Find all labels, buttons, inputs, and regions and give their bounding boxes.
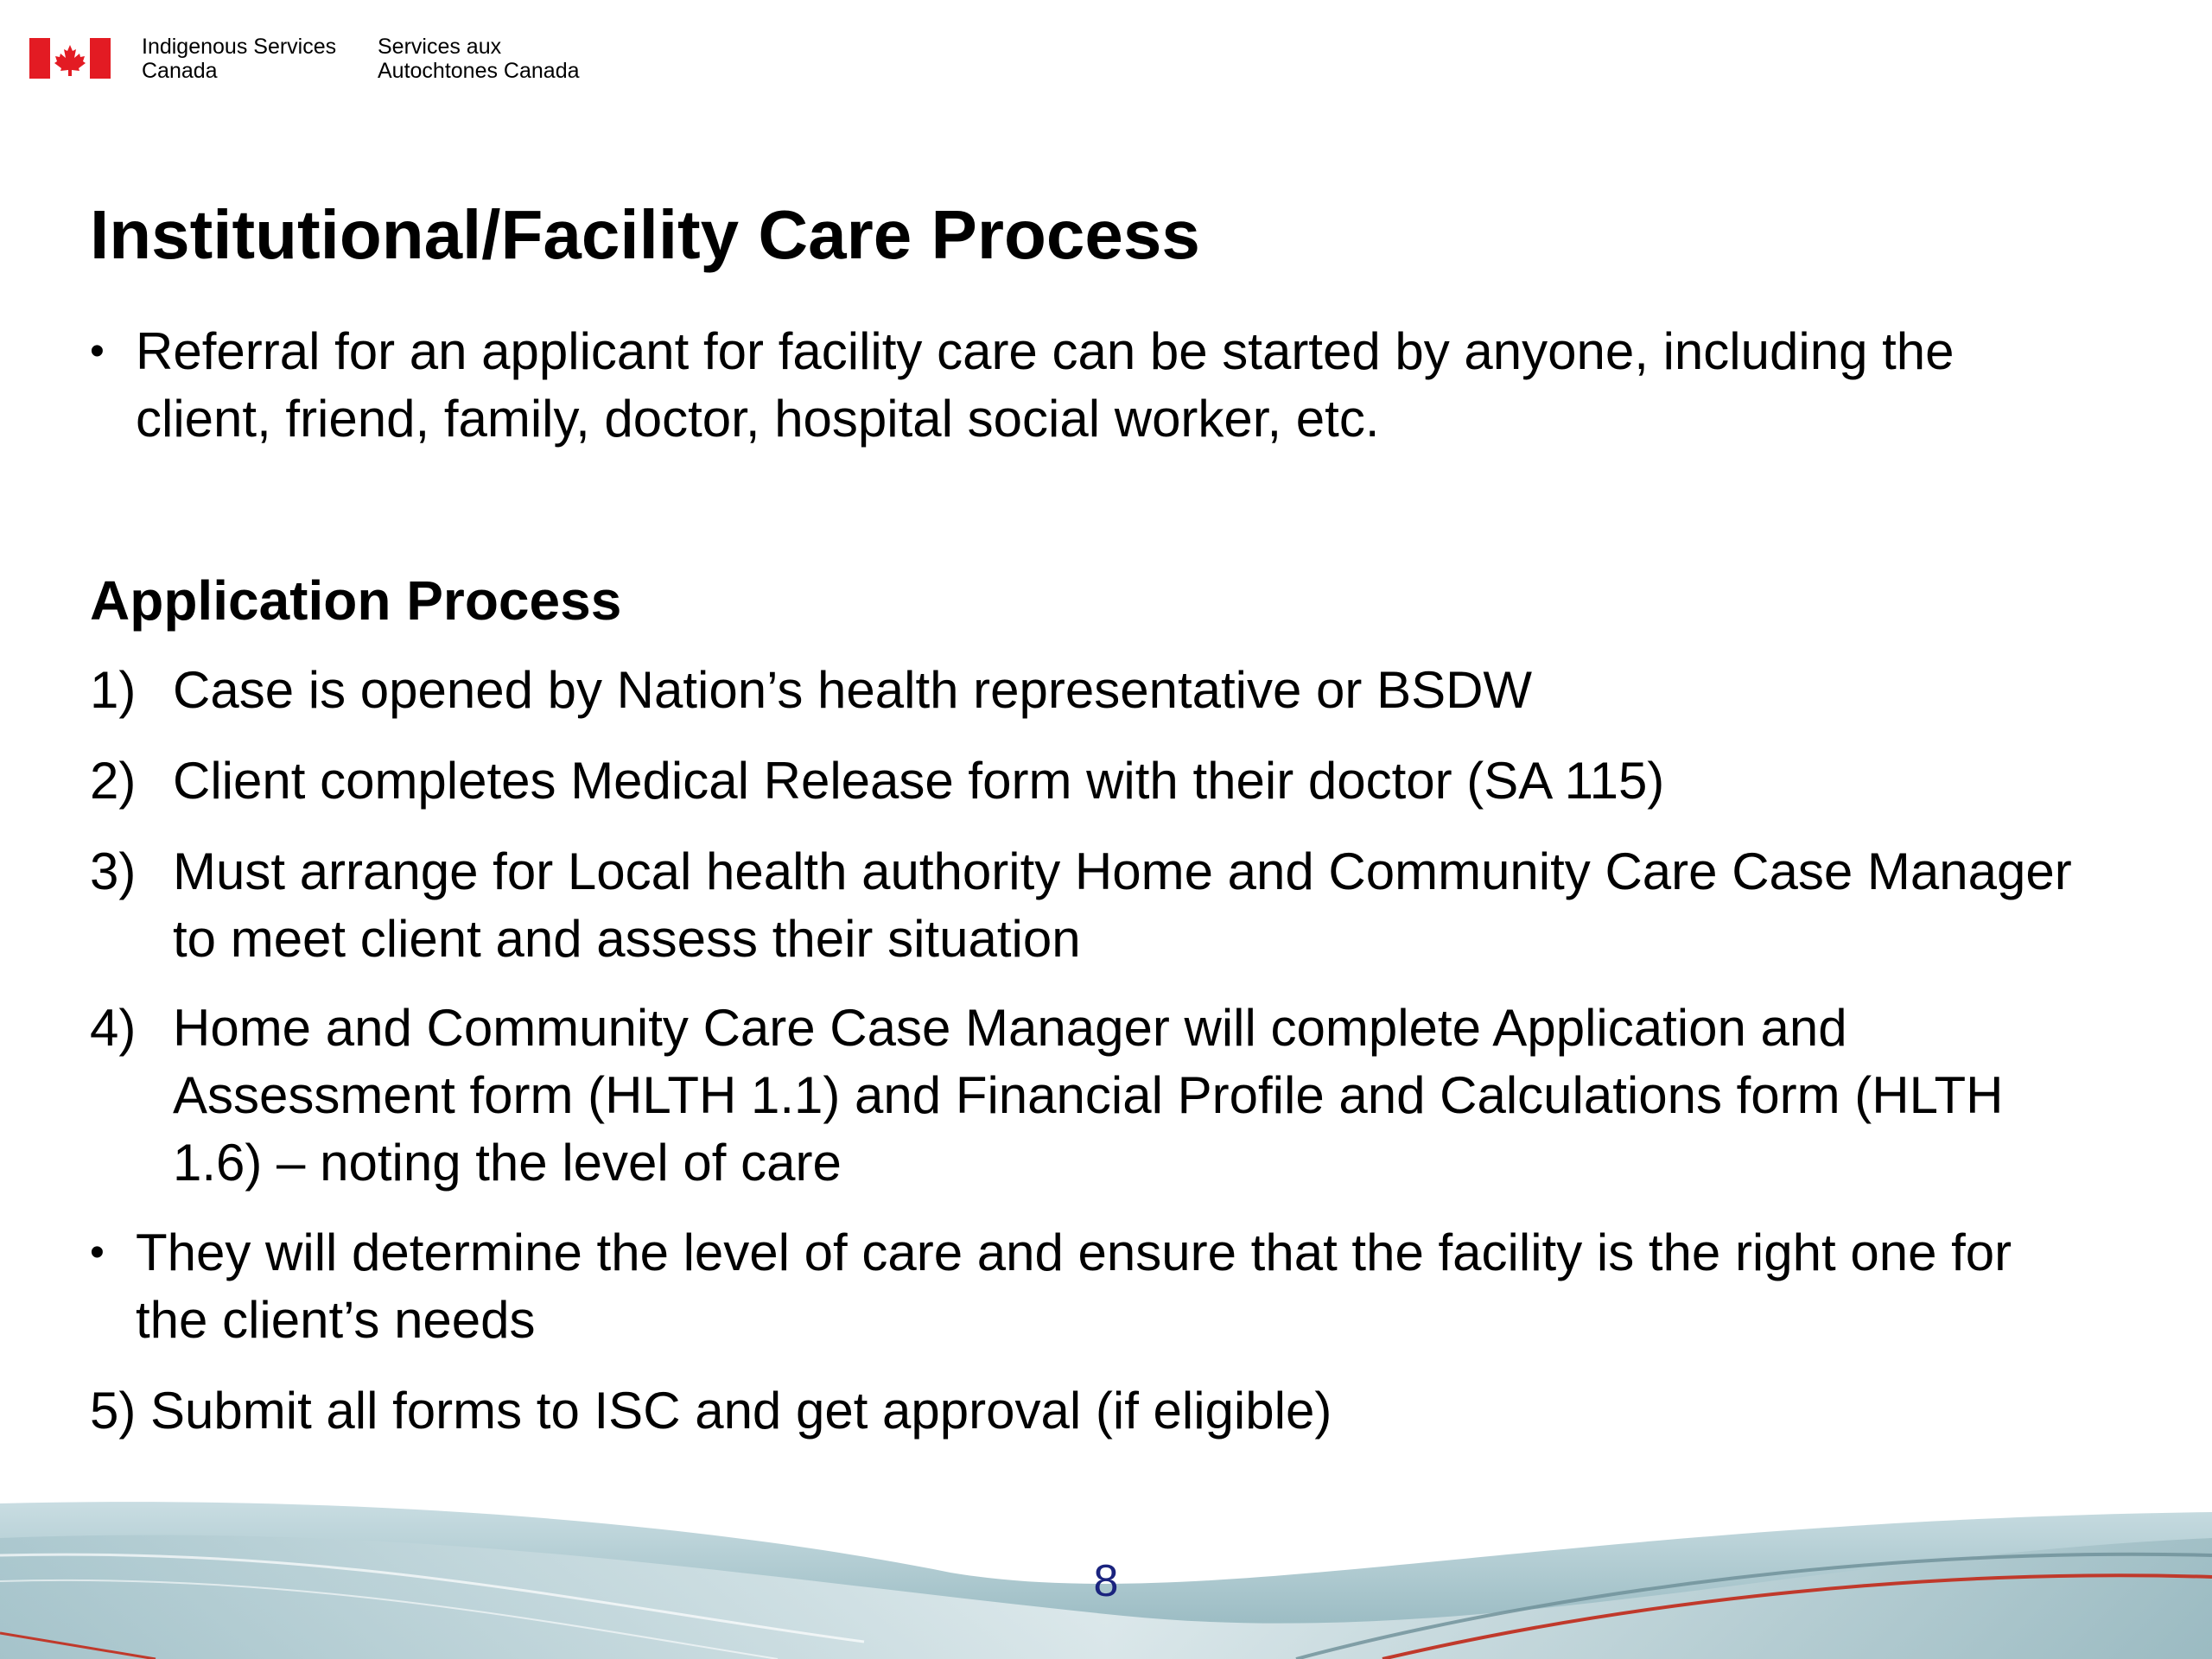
department-en-line2: Canada — [142, 59, 218, 83]
step-text: Client completes Medical Release form with their doctor (SA 115) — [173, 752, 1665, 810]
list-item-step-1 — [90, 657, 1991, 724]
sub-bullet-text: They will determine the level of care and ensure that the facility is the right one for the client’s needs — [136, 1224, 2012, 1349]
bullet-icon: • — [90, 1230, 105, 1275]
department-fr-line2: Autochtones Canada — [378, 59, 580, 83]
sub-bullet — [90, 1219, 2012, 1354]
department-fr-line1: Services aux — [378, 35, 502, 59]
section-heading: Application Process — [90, 569, 622, 632]
step-number: 3) — [90, 842, 137, 900]
list-item-step-5: 5) Submit all forms to ISC and get approval (if eligible) — [90, 1382, 1332, 1440]
slide-title: Institutional/Facility Care Process — [90, 196, 1200, 273]
list-item-step-4 — [90, 995, 2004, 1197]
canada-flag-icon — [29, 38, 111, 79]
step-text: Home and Community Care Case Manager will complete Application and Assessment form (HLTH 1.1) and Financial Profile and Calculations form (HLTH 1.6) – noting the level of care — [173, 999, 2004, 1192]
step-number: 2) — [90, 752, 137, 810]
department-en-line1: Indigenous Services — [142, 35, 337, 59]
list-item-step-2 — [90, 747, 1991, 815]
step-number: 4) — [90, 999, 137, 1057]
intro-bullet-text: Referral for an applicant for facility care can be started by anyone, including the client, friend, family, doctor, hospital social worker, etc. — [136, 322, 1955, 448]
page-number: 8 — [1093, 1556, 1119, 1606]
list-item-step-3 — [90, 838, 2072, 973]
intro-bullet — [90, 318, 1991, 453]
bullet-icon: • — [90, 328, 105, 374]
department-name-english — [142, 35, 336, 83]
step-text: Case is opened by Nation’s health representative or BSDW — [173, 661, 1533, 719]
step-number: 1) — [90, 661, 137, 719]
department-name-french — [378, 35, 580, 83]
step-text: Must arrange for Local health authority Home and Community Care Case Manager to meet client and assess their situation — [173, 842, 2072, 968]
